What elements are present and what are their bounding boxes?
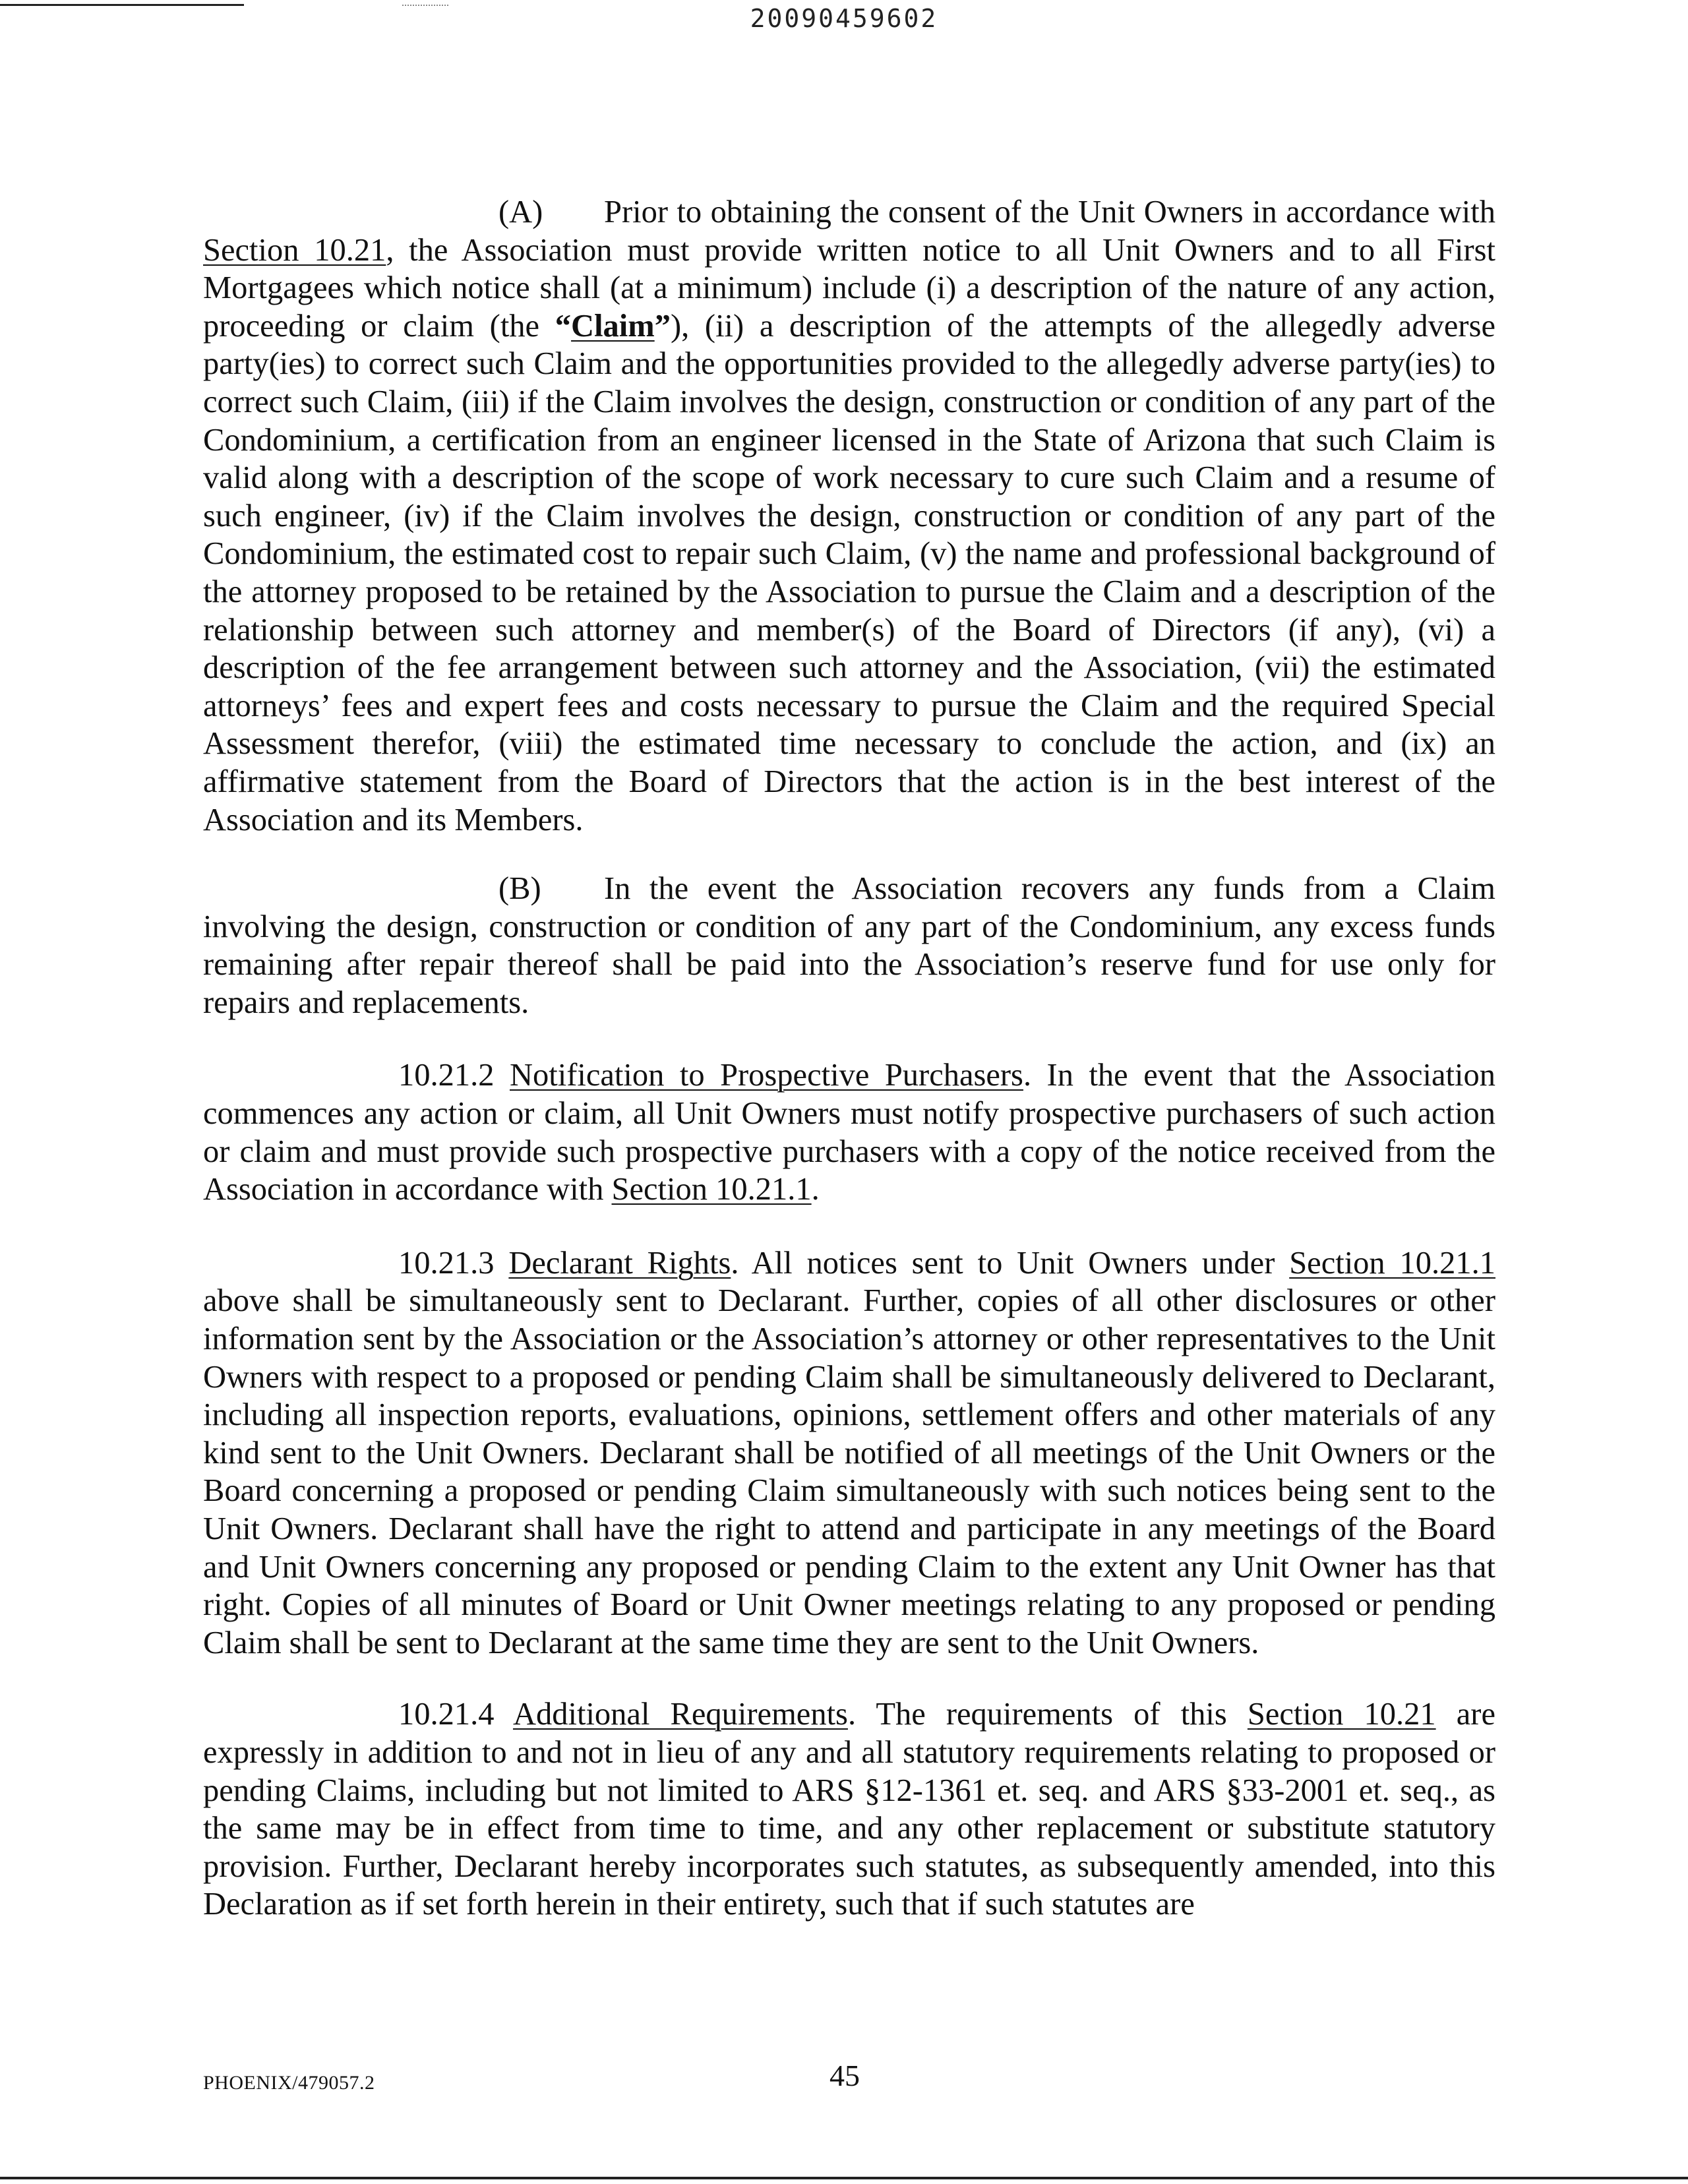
recording-number: 20090459602 <box>750 4 938 33</box>
bottom-scan-rule <box>0 2177 1688 2179</box>
page-body <box>203 193 1495 1924</box>
section-number: 10.21.3 <box>398 1245 495 1281</box>
section-number: 10.21.4 <box>398 1697 495 1732</box>
section-10-21-2: 10.21.2 Notification to Prospective Purchasers. In the event that the Association commences any action or claim, all Unit Owners must notify prospective purchasers of such action or claim and must provide such prospective purchasers with a copy of the notice received from the Association in accordance with Section 10.21.1. <box>203 1058 1495 1207</box>
paragraph-b-text: In the event the Association recovers any funds from a Claim involving the design, construction or condition of any part of the Condominium, any excess funds remaining after repair thereof shall be paid into the Association’s reserve fund for use only for repairs and replacements. <box>203 871 1495 1020</box>
section-reference: Section 10.21 <box>203 232 386 268</box>
section-heading: Additional Requirements <box>512 1697 848 1732</box>
section-10-21-4: 10.21.4 Additional Requirements. The requirements of this Section 10.21 are expressly in addition to and not in lieu of any and all statutory requirements relating to proposed or pending Claims, including but not limited to ARS §12-1361 et. seq. and ARS §33-2001 et. seq., as the same may be in effect from time to time, and any other replacement or substitute statutory provision. Further, Declarant hereby incorporates such statutes, as subsequently amended, into this Declaration as if set forth herein in their entirety, such that if such statutes are <box>203 1697 1495 1922</box>
page-number: 45 <box>829 2059 860 2092</box>
paragraph-a: (A) Prior to obtaining the consent of the Unit Owners in accordance with Section 10.21, the Association must provide written notice to all Unit Owners and to all First Mortgagees which notice shall (at a minimum) include (i) a description of the nature of any action, proceeding or claim (the “Claim”), (ii) a description of the attempts of the allegedly adverse party(ies) to correct such Claim and the opportunities provided to the allegedly adverse party(ies) to correct such Claim, (iii) if the Claim involves the design, construction or condition of any part of the Condominium, a certification from an engineer licensed in the State of Arizona that such Claim is valid along with a description of the scope of work necessary to cure such Claim and a resume of such engineer, (iv) if the Claim involves the design, construction or condition of any part of the Condominium, the estimated cost to repair such Claim, (v) the name and professional background of the attorney proposed to be retained by the Association to pursue the Claim and a description of the relationship between such attorney and member(s) of the Board of Directors (if any), (vi) a description of the fee arrangement between such attorney and the Association, (vii) the estimated attorneys’ fees and expert fees and costs necessary to pursue the Claim and the required Special Assessment therefor, (viii) the estimated time necessary to conclude the action, and (ix) an affirmative statement from the Board of Directors that the action is in the best interest of the Association and its Members. <box>203 195 1495 837</box>
close-quote: ” <box>654 308 671 344</box>
section-reference: Section 10.21 <box>1247 1697 1436 1732</box>
section-reference: Section 10.21.1 <box>611 1172 812 1207</box>
paragraph-b-label: (B) <box>498 871 541 907</box>
section-reference: Section 10.21.1 <box>1289 1245 1496 1281</box>
defined-term-claim: Claim <box>571 308 655 344</box>
paragraph-a-text: Prior to obtaining the consent of the Unit Owners in accordance with <box>604 195 1495 229</box>
paragraph-a-label: (A) <box>498 195 543 229</box>
section-number: 10.21.2 <box>398 1058 495 1093</box>
open-quote: “ <box>555 308 572 344</box>
section-heading: Declarant Rights <box>508 1245 731 1281</box>
section-10-21-3: 10.21.3 Declarant Rights. All notices sent to Unit Owners under Section 10.21.1 above shall be simultaneously sent to Declarant. Further, copies of all other disclosures or other information sent by the Association or the Association’s attorney or other representatives to the Unit Owners with respect to a proposed or pending Claim shall be simultaneously delivered to Declarant, including all inspection reports, evaluations, opinions, settlement offers and other materials of any kind sent to the Unit Owners. Declarant shall be notified of all meetings of the Unit Owners or the Board concerning a proposed or pending Claim simultaneously with such notices being sent to the Unit Owners. Declarant shall have the right to attend and participate in any meetings of the Board and Unit Owners concerning any proposed or pending Claim to the extent any Unit Owner has that right. Copies of all minutes of Board or Unit Owner meetings relating to any proposed or pending Claim shall be sent to Declarant at the same time they are sent to the Unit Owners. <box>203 1245 1496 1660</box>
paragraph-b <box>203 870 1495 1021</box>
section-heading: Notification to Prospective Purchasers <box>510 1058 1023 1093</box>
footer-document-id: PHOENIX/479057.2 <box>203 2072 375 2094</box>
